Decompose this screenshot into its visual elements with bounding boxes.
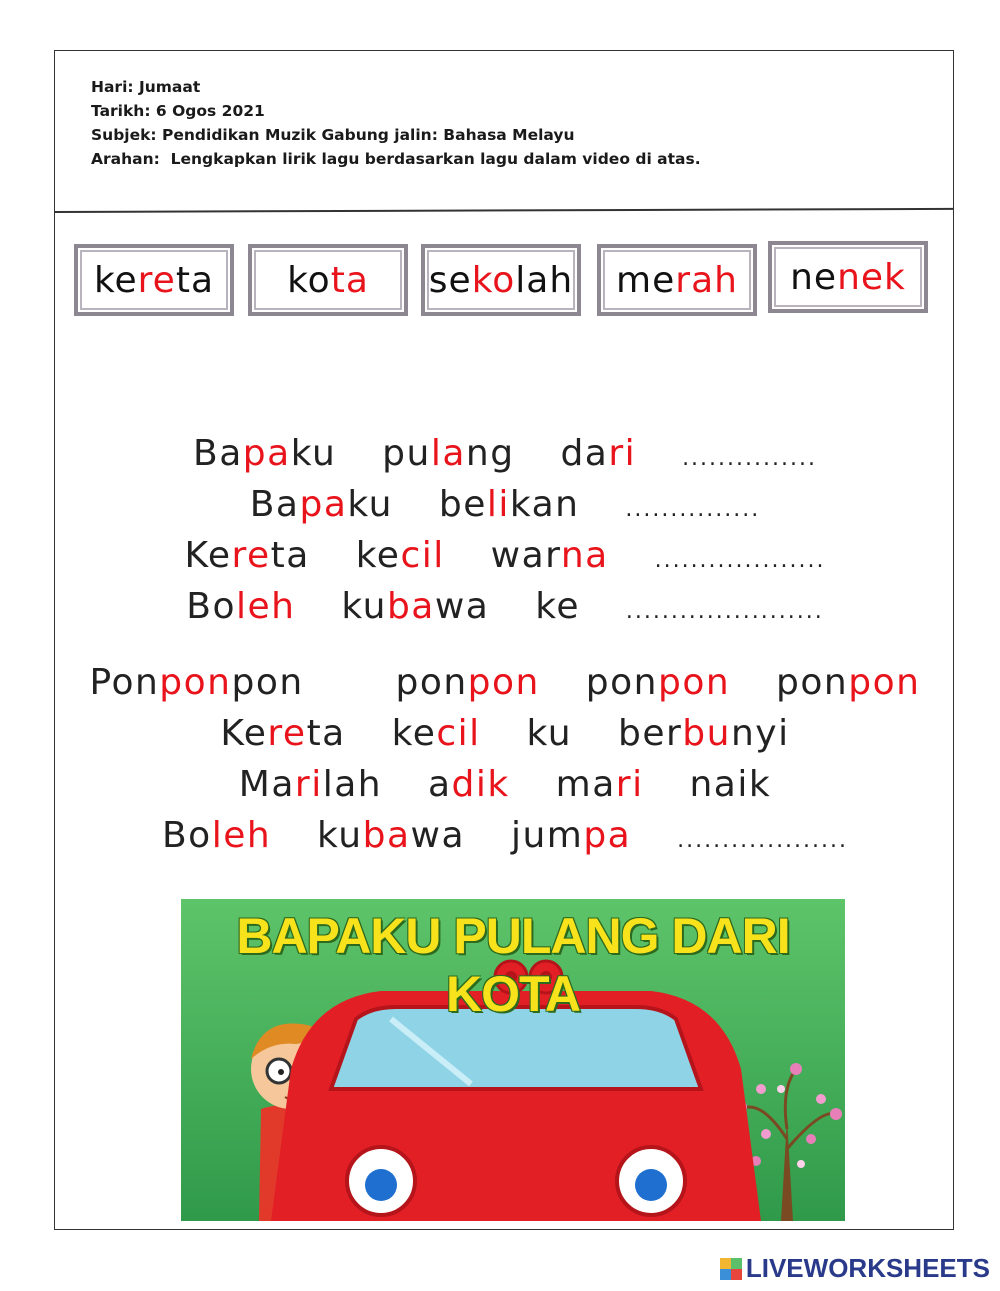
brand-footer[interactable]	[720, 1253, 990, 1284]
word-part-highlight: ta	[330, 259, 369, 301]
lyric-line-6	[55, 713, 955, 754]
lyric-part: nyi	[730, 713, 790, 754]
lyric-part-highlight: leh	[236, 586, 296, 627]
worksheet-page	[54, 50, 954, 1230]
lyric-part: pon pon	[231, 662, 468, 703]
header-day: Hari: Jumaat	[91, 78, 201, 96]
word-part: ta	[175, 259, 215, 301]
lyric-part-highlight: ba	[386, 586, 435, 627]
lyric-part-highlight: ba	[362, 815, 411, 856]
lyric-part: pon	[730, 662, 849, 703]
lyric-part: Ba	[249, 484, 300, 525]
lyric-part: ku be	[347, 484, 487, 525]
word-part: lah	[515, 259, 574, 301]
word-part-highlight: nek	[837, 256, 906, 298]
word-part: ke	[93, 259, 138, 301]
lyric-part-highlight: pon	[159, 662, 232, 703]
lyric-part-highlight: na	[560, 535, 609, 576]
header-instruction: Arahan: Lengkapkan lirik lagu berdasarkan lagu dalam video di atas.	[91, 150, 701, 168]
word-card-sekolah[interactable]	[421, 244, 581, 316]
lyric-line-8	[55, 815, 955, 856]
lyric-part: kan	[509, 484, 626, 525]
lyric-part	[636, 433, 682, 474]
word-part-highlight: rah	[675, 259, 738, 301]
lyric-part-highlight: leh	[211, 815, 272, 856]
lyric-line-5	[55, 662, 955, 703]
lyric-part: naik	[643, 764, 772, 805]
lyric-part-highlight: bu	[682, 713, 731, 754]
lyric-line-7	[55, 764, 955, 805]
answer-blank[interactable]: ...................	[677, 828, 849, 853]
lyric-part-highlight: pon	[657, 662, 731, 703]
lyric-part-highlight: pon	[467, 662, 540, 703]
lyric-part-highlight: la	[430, 433, 466, 474]
word-part: se	[428, 259, 472, 301]
answer-blank[interactable]: ...............	[682, 446, 817, 471]
lyric-line-3	[55, 535, 955, 576]
lyric-line-4	[55, 586, 955, 627]
word-card-kota[interactable]	[248, 244, 408, 316]
lyric-part: war	[444, 535, 561, 576]
lyric-part	[609, 535, 655, 576]
lyric-part: ma	[509, 764, 616, 805]
lyric-part: ku ber	[480, 713, 683, 754]
video-title: BAPAKU PULANG DARI KOTA	[236, 908, 790, 1022]
lyric-part	[631, 815, 677, 856]
lyric-part-highlight: cil	[400, 535, 445, 576]
header-divider	[55, 208, 953, 213]
lyric-part-highlight: ri	[608, 433, 637, 474]
lyric-part: Ke	[184, 535, 232, 576]
lyric-part-highlight: ri	[294, 764, 323, 805]
word-part: ne	[790, 256, 838, 298]
lyric-part: ku pu	[290, 433, 431, 474]
lyric-part: ng da	[465, 433, 609, 474]
lyric-part-highlight: ri	[615, 764, 644, 805]
lyric-part: Ma	[238, 764, 295, 805]
word-part: ko	[287, 259, 331, 301]
word-part-highlight: re	[137, 259, 176, 301]
lyric-part-highlight: pon	[848, 662, 921, 703]
answer-blank[interactable]: ...............	[625, 497, 761, 522]
lyric-line-1	[55, 433, 955, 474]
lyric-part-highlight: li	[486, 484, 510, 525]
liveworksheets-logo-icon	[720, 1258, 742, 1280]
lyric-part: lah a	[322, 764, 452, 805]
lyric-part: ta ke	[270, 535, 401, 576]
worksheet-header	[91, 75, 701, 171]
lyric-part-highlight: pa	[583, 815, 632, 856]
word-card-nenek[interactable]	[768, 241, 928, 313]
word-card-kereta[interactable]	[74, 244, 234, 316]
word-part-highlight: ko	[471, 259, 516, 301]
video-thumbnail[interactable]	[181, 899, 845, 1221]
answer-blank[interactable]: ......................	[625, 599, 824, 624]
lyric-part: Bo	[161, 815, 212, 856]
lyric-part: Ba	[193, 433, 243, 474]
lyric-part-highlight: pa	[299, 484, 348, 525]
lyric-part: Ke	[220, 713, 268, 754]
lyric-part-highlight: cil	[436, 713, 481, 754]
lyric-part: ku	[295, 586, 387, 627]
lyric-part: Bo	[186, 586, 237, 627]
lyric-part: wa jum	[410, 815, 584, 856]
lyric-part-highlight: re	[231, 535, 271, 576]
header-date: Tarikh: 6 Ogos 2021	[91, 102, 265, 120]
word-card-merah[interactable]	[597, 244, 757, 316]
word-part: me	[616, 259, 676, 301]
lyric-part: Pon	[89, 662, 160, 703]
lyric-part: ku	[271, 815, 363, 856]
lyric-part: wa ke	[434, 586, 626, 627]
answer-blank[interactable]: ...................	[654, 548, 826, 573]
lyric-part: pon	[539, 662, 658, 703]
lyric-part-highlight: dik	[451, 764, 510, 805]
header-subject: Subjek: Pendidikan Muzik Gabung jalin: Bahasa Melayu	[91, 126, 575, 144]
lyric-part-highlight: re	[267, 713, 307, 754]
lyric-line-2	[55, 484, 955, 525]
lyric-part: ta ke	[306, 713, 437, 754]
brand-name: LIVEWORKSHEETS	[745, 1253, 990, 1283]
lyric-part-highlight: pa	[242, 433, 291, 474]
